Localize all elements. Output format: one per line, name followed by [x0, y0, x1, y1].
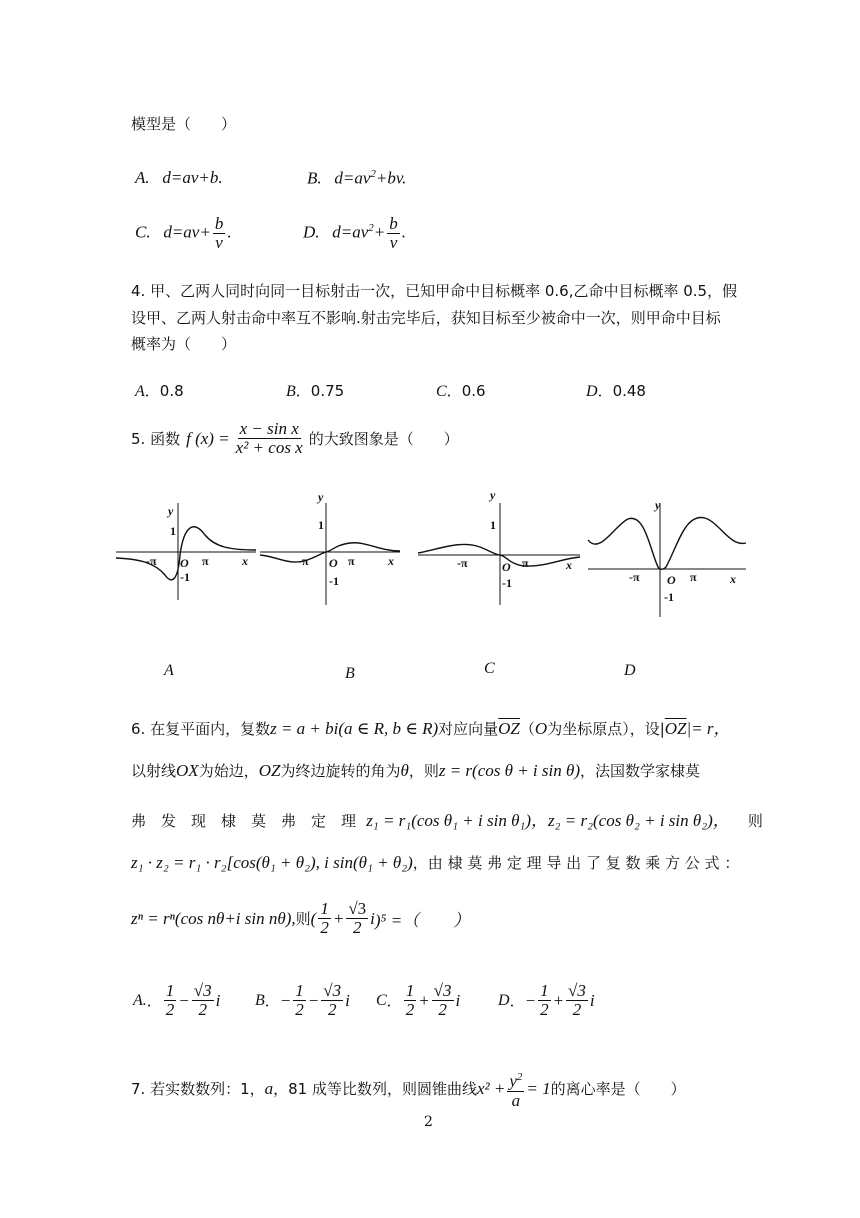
graph-label-c: C [484, 660, 495, 677]
graph-c-neg-one-label: -1 [502, 576, 512, 590]
graph-c-y-label: y [490, 488, 496, 502]
graph-a-x-label: x [242, 554, 248, 568]
graph-label-b: B [345, 665, 355, 682]
q4-line1: 4. 甲、乙两人同时向同一目标射击一次，已知甲命中目标概率 0.6,乙命中目标概率 0.5，假 [131, 282, 738, 300]
page-number: 2 [424, 1114, 433, 1130]
graph-a-pi-label: π [202, 554, 209, 568]
q6-line5: zⁿ = rⁿ(cos nθ+i sin nθ), 则 ( $\frac{1}{2}$ + $\frac{√3}{2}$ i )⁵ =（ ） [131, 899, 471, 937]
graph-b-one-label: 1 [318, 518, 324, 532]
q4-line2: 设甲、乙两人射击命中率互不影响.射击完毕后，获知目标至少被命中一次，则甲命中目标 [131, 309, 721, 327]
q3-stem: 模型是（ ） [131, 115, 237, 133]
graph-d-y-label: y [655, 498, 661, 512]
q6-option-a: A. ． $\frac{1}{2}$ − $\frac{√3}{2}$ i [133, 981, 221, 1019]
graph-c-neg-pi-label: -π [457, 556, 468, 570]
graph-label-d: D [624, 662, 636, 679]
graph-b-origin-label: O [329, 556, 338, 570]
graph-c-origin-label: O [502, 560, 511, 574]
graph-d-x-label: x [730, 572, 736, 586]
q4-option-d: D．0.48 [586, 382, 646, 400]
q5-stem: 5. 函数 f (x) = $\frac{\text{x − sin x}}{\text{x² + cos x}}$ 的大致图象是（ ） [131, 419, 459, 457]
q4-option-a: A．0.8 [135, 382, 184, 400]
q4-option-b: B．0.75 [286, 382, 345, 400]
graph-a-one-label: 1 [170, 524, 176, 538]
graph-a-neg-one-label: -1 [180, 570, 190, 584]
q6-option-d: D ． − $\frac{1}{2}$ + $\frac{√3}{2}$ i [498, 981, 595, 1019]
graph-d-pi-label: π [690, 570, 697, 584]
graph-label-a: A [164, 662, 174, 679]
graph-b-pi-label: π [348, 554, 355, 568]
graph-a-origin-label: O [180, 556, 189, 570]
q4-option-c: C．0.6 [436, 382, 486, 400]
q6-line3: 弗 发 现 棣 莫 弗 定 理 z₁ = r₁(cos θ₁ + i sin θ₁)，z₂ = r₂(cos θ₂ + i sin θ₂)， 则 [131, 811, 763, 830]
graph-c-pi-label: π [522, 556, 529, 570]
q5-graphs [110, 485, 750, 635]
q3-option-d: D. $d=av^2+$ $\frac{b}{v}$ . [303, 214, 407, 252]
graph-b-x-label: x [388, 554, 394, 568]
q6-option-b: B ． − $\frac{1}{2}$ − $\frac{√3}{2}$ i [255, 981, 350, 1019]
q7-stem: 7. 若实数数列：1， a ，81 成等比数列，则圆锥曲线 x² + $\frac{y^2}{a}$ = 1 的离心率是（ ） [131, 1068, 686, 1110]
q6-line2: 以射线OX为始边，OZ为终边旋转的角为θ，则z = r(cos θ + i sin θ)，法国数学家棣莫 [131, 761, 701, 780]
graph-b-neg-pi-label: -π [298, 554, 309, 568]
q6-line1: 6. 在复平面内，复数z = a + bi(a ∈ R, b ∈ R)对应向量$\overline{OZ}(O$为坐标原点），设$|\overline{OZ}|= r$， [131, 719, 731, 738]
q4-line3: 概率为（ ） [131, 335, 237, 353]
q6-line4: z₁ · z₂ = r₁ · r₂[cos(θ₁ + θ₂), i sin(θ₁ + θ₂)，由 棣 莫 弗 定 理 导 出 了 复 数 乘 方 公 式 ： [131, 853, 740, 872]
graph-d-neg-pi-label: -π [629, 570, 640, 584]
q3-option-c: C. d=av+ $\frac{b}{v}$ . [135, 214, 232, 252]
graph-c-one-label: 1 [490, 518, 496, 532]
graph-b-neg-one-label: -1 [329, 574, 339, 588]
graph-c-x-label: x [566, 558, 572, 572]
q6-option-c: C ． $\frac{1}{2}$ + $\frac{√3}{2}$ i [376, 981, 461, 1019]
graph-a-y-label: y [168, 504, 174, 518]
graph-d-neg-one-label: -1 [664, 590, 674, 604]
q3-option-b: B. $d=av^2+bv$. [307, 168, 407, 188]
graph-d-origin-label: O [667, 573, 676, 587]
q3-option-a: A. d=av+b. [135, 168, 223, 187]
graph-b-y-label: y [318, 490, 324, 504]
graph-a-neg-pi-label: -π [146, 554, 157, 568]
